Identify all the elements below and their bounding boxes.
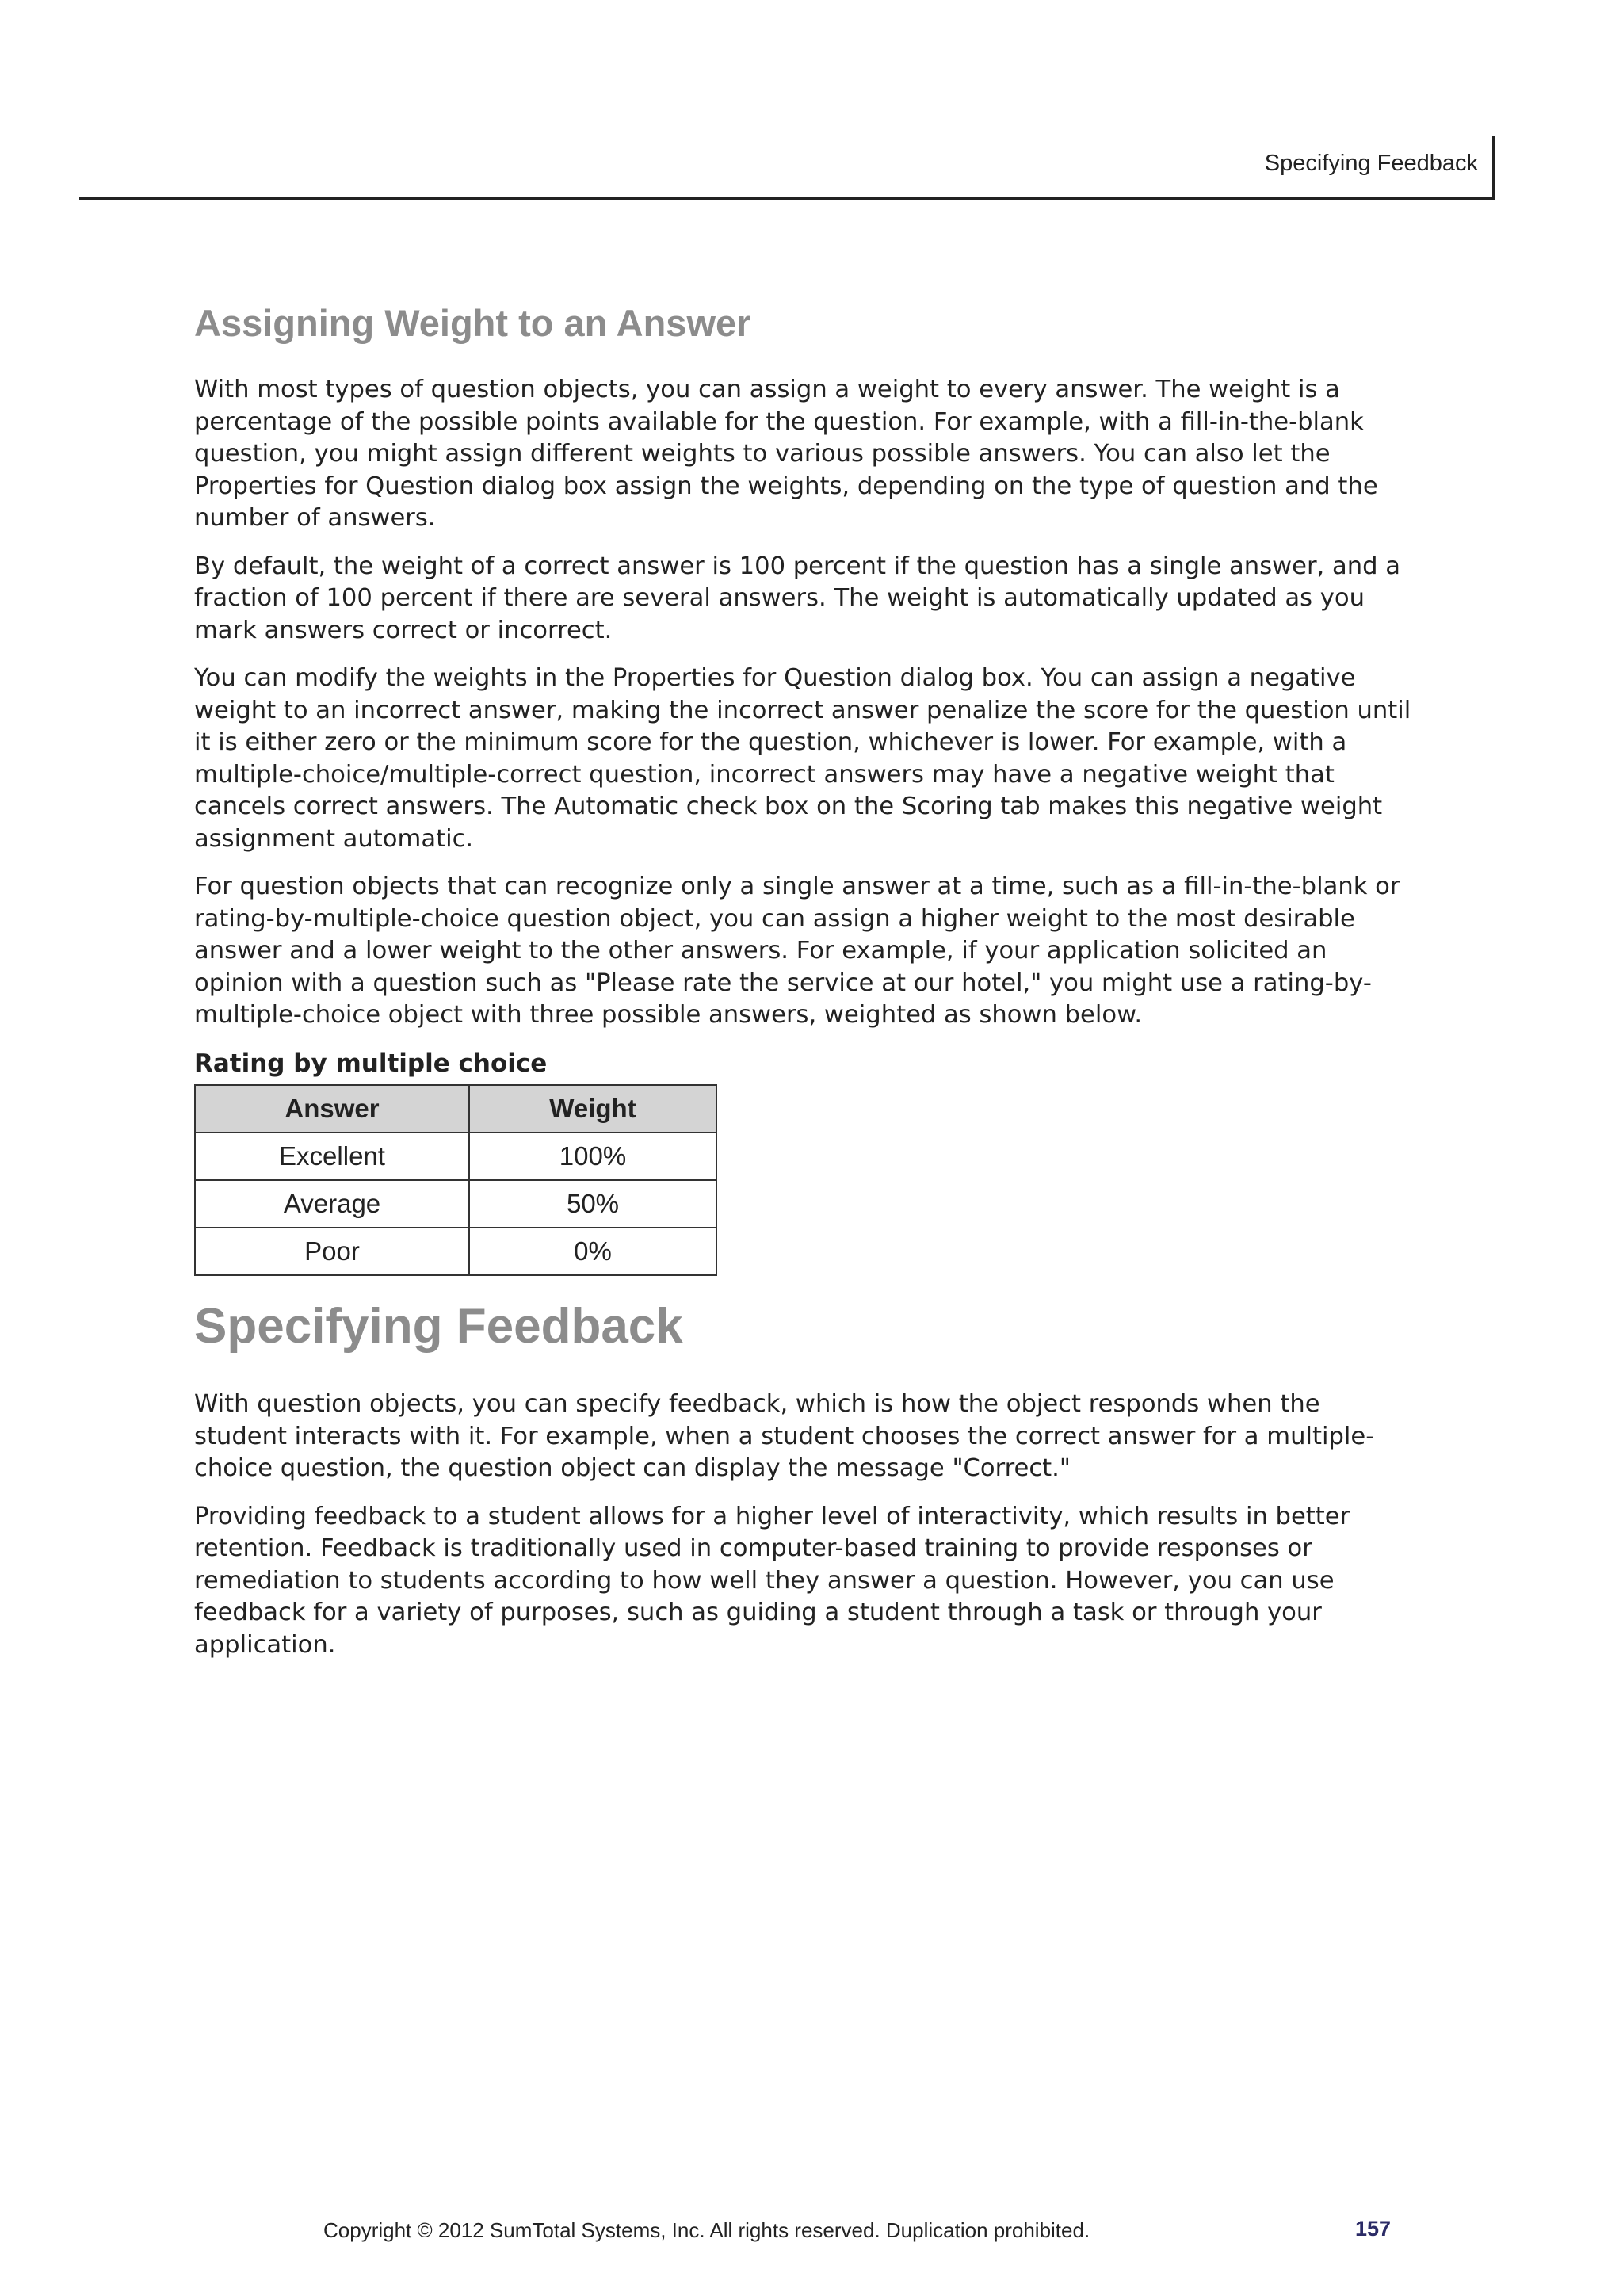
footer-copyright: Copyright © 2012 SumTotal Systems, Inc. All rights reserved. Duplication prohibited. [323, 2218, 1090, 2242]
table-caption: Rating by multiple choice [194, 1049, 548, 1078]
table-cell: 50% [469, 1180, 716, 1228]
table-header-cell: Weight [469, 1085, 716, 1133]
section-paragraph: By default, the weight of a correct answer is 100 percent if the question has a single answer, and a fraction of 100 percent if there are several answers. The weight is automatically updated as you mark answers correct or incorrect. [194, 552, 1401, 644]
section-paragraph: For question objects that can recognize only a single answer at a time, such as a fill-in-the-blank or rating-by-multiple-choice question object, you can assign a higher weight to the most desirable answer and a lower weight to the other answers. For example, if your application solicited an opinion with a question such as "Please rate the service at our hotel," you might use a rating-by-multiple-choice object with three possible answers, weighted as shown below. [194, 873, 1400, 1030]
table-row [195, 1228, 716, 1275]
section-paragraph: You can modify the weights in the Properties for Question dialog box. You can assign a negative weight to an incorrect answer, making the incorrect answer penalize the score for the question until it is either zero or the minimum score for the question, whichever is lower. For example, with a multiple-choice/multiple-correct question, incorrect answers may have a negative weight that cancels correct answers. The Automatic check box on the Scoring tab makes this negative weight assignment automatic. [194, 664, 1411, 853]
table-row [195, 1180, 716, 1228]
table-header-cell: Answer [195, 1085, 469, 1133]
table-cell: Average [195, 1180, 469, 1228]
page-number: 157 [1355, 2217, 1392, 2241]
chapter-paragraph: With question objects, you can specify feedback, which is how the object responds when the student interacts with it. For example, when a student chooses the correct answer for a multiple-choice question, the question object can display the message "Correct." [194, 1390, 1375, 1483]
table-cell: 0% [469, 1228, 716, 1275]
running-header-title: Specifying Feedback [1264, 151, 1478, 176]
table-cell: Excellent [195, 1133, 469, 1180]
section-paragraph: With most types of question objects, you can assign a weight to every answer. The weight is a percentage of the possible points available for the question. For example, with a fill-in-the-blank question, you might assign different weights to various possible answers. You can also let the Properties for Question dialog box assign the weights, depending on the type of question and the number of answers. [194, 376, 1378, 533]
section-title: Assigning Weight to an Answer [194, 302, 751, 344]
running-header [79, 136, 1495, 200]
page-content [194, 301, 1415, 1677]
chapter-title: Specifying Feedback [194, 1298, 683, 1354]
table-header-row [195, 1085, 716, 1133]
table-cell: Poor [195, 1228, 469, 1275]
table-row [195, 1133, 716, 1180]
table-cell: 100% [469, 1133, 716, 1180]
rating-table [194, 1084, 717, 1276]
chapter-paragraph: Providing feedback to a student allows for a higher level of interactivity, which results in better retention. Feedback is traditionally used in computer-based training to provide responses or remediation to students according to how well they answer a question. However, you can use feedback for a variety of purposes, such as guiding a student through a task or through your application. [194, 1502, 1350, 1659]
